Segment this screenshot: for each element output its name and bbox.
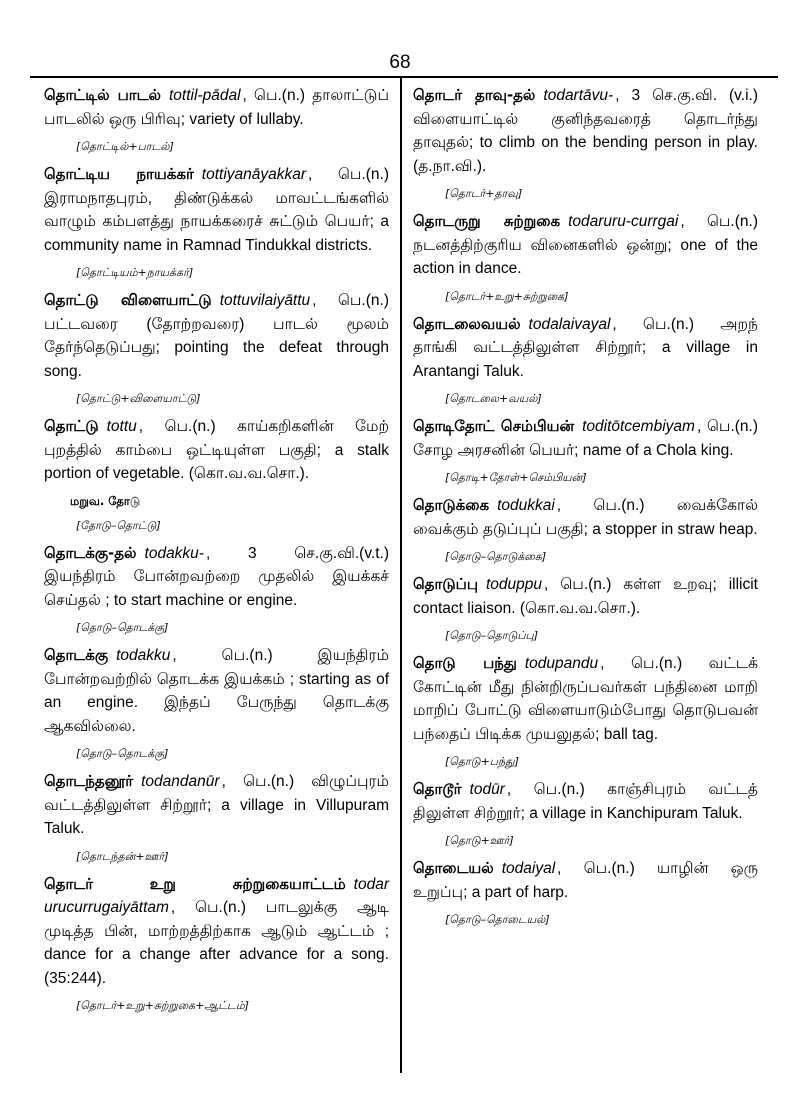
- transliteration: todartāvu-: [543, 87, 614, 104]
- etymology: [தொட்டியம்+நாயக்கர்]: [76, 266, 194, 279]
- entry-text: [413, 778, 758, 825]
- dictionary-entry: [44, 644, 389, 761]
- entry-text: [44, 289, 389, 383]
- dictionary-entry: [413, 652, 758, 769]
- column-divider: [400, 78, 402, 1073]
- dictionary-entry: [413, 210, 758, 304]
- left-column: [44, 84, 389, 1022]
- transliteration: todaruru-currgai: [568, 213, 679, 230]
- definition: , பெ.(n.) காஞ்சிபுரம் வட்டத் திலுள்ள சிற்றூர்; a village in Kanchipuram Taluk.: [413, 781, 758, 822]
- transliteration: todar urucurrugaiyāttam: [44, 875, 389, 916]
- dictionary-entry: [44, 289, 389, 406]
- definition: , பெ.(n.) வட்டக் கோட்டின் மீது நின்றிருப்பவர்கள் பந்தினை மாறி மாறிப் போட்டு விளையாடும்போது தொடுபவன் பந்தைப் பிடிக்க முயலுதல்; ball tag.: [413, 655, 759, 743]
- page-number: 68: [389, 52, 411, 73]
- headword: தொடலைவயல்: [413, 314, 521, 333]
- header-rule: [30, 76, 778, 78]
- definition: , பெ.(n.) வைக்கோல் வைக்கும் தடுப்புப் பகுதி; a stopper in straw heap.: [413, 497, 758, 538]
- transliteration: todakku: [116, 647, 171, 664]
- entry-text: [413, 573, 758, 620]
- headword: தொட்டு விளையாட்டு: [44, 291, 212, 309]
- transliteration: tottil-pādal: [169, 87, 241, 104]
- transliteration: todaiyal: [501, 860, 556, 877]
- definition: , 3 செ.கு.வி.(v.t.) இயந்திரம் போன்றவற்றை முதலில் இயக்கச் செய்தல் ; to start machine or engine.: [44, 544, 389, 609]
- definition: , பெ.(n.) பாடலுக்கு ஆடி முடித்த பின், மாற்றத்திற்காக ஆடும் ஆட்டம் ; dance for a change after advance for a song. (35:244).: [44, 899, 389, 987]
- dictionary-entry: [413, 313, 758, 407]
- etymology: [தொட்டில்+பாடல்]: [76, 140, 174, 153]
- headword: தொட்டு: [44, 417, 99, 435]
- dictionary-entry: [44, 163, 389, 280]
- headword: தொடந்தனூர்: [44, 772, 134, 790]
- transliteration: toditōtcembiyam: [582, 418, 695, 435]
- headword: தொடிதோட் செம்பியன்: [413, 417, 575, 435]
- definition: , பெ.(n.) கள்ள உறவு; illicit contact liaison. (கொ.வ.வ.சொ.).: [413, 576, 758, 617]
- etymology: [தொட்டு+விளையாட்டு]: [76, 392, 201, 405]
- etymology: [தொடு–தொடக்கு]: [76, 747, 169, 760]
- entry-text: [413, 652, 758, 746]
- etymology: [தொடு+பந்து]: [445, 755, 519, 768]
- etymology: [தொடந்தன்+ஊர்]: [76, 849, 169, 863]
- headword: தொடர் உறு சுற்றுகையாட்டம்: [44, 874, 346, 893]
- headword: தொடக்கு: [44, 646, 109, 664]
- definition: , 3 செ.கு.வி. (v.i.) விளையாட்டில் குனிந்தவரைத் தொடர்ந்து தாவுதல்; to climb on the bending person in play. (த.நா.வி.).: [413, 87, 758, 175]
- definition: , பெ.(n.) தாலாட்டுப் பாடலில் ஒரு பிரிவு; variety of lullaby.: [44, 87, 389, 128]
- dictionary-entry: [44, 415, 389, 533]
- headword: தொடக்கு-தல்: [44, 543, 137, 562]
- etymology: [தொடர்+உறு+சுற்றுகை]: [445, 289, 569, 303]
- etymology: [தொடர்+தாவு]: [445, 187, 523, 200]
- headword: தொடூர்: [413, 780, 462, 798]
- definition: , பெ.(n.) பட்டவரை (தோற்றவரை) பாடல் மூலம் தேர்ந்தெடுப்பது; pointing the defeat through song.: [44, 292, 389, 380]
- etymology: [தொடு–தொடக்கு]: [76, 621, 169, 634]
- transliteration: toduppu: [486, 576, 543, 593]
- headword: தொடுக்கை: [413, 496, 490, 514]
- transliteration: tottu: [106, 418, 137, 435]
- definition: , பெ.(n.) விழுப்புரம் வட்டத்திலுள்ள சிற்றூர்; a village in Villupuram Taluk.: [44, 773, 389, 837]
- etymology: [தோடு–தொட்டு]: [76, 518, 161, 532]
- entry-text: [44, 542, 389, 613]
- definition: , பெ.(n.) காய்கறிகளின் மேற் புறத்தில் காம்பை ஒட்டியுள்ள பகுதி; a stalk portion of vegetable. (கொ.வ.வ.சொ.).: [44, 418, 389, 482]
- dictionary-entry: [413, 857, 758, 927]
- entry-text: [44, 415, 389, 486]
- definition: , பெ.(n.) நடனத்திற்குரிய வினைகளில் ஒன்று; one of the action in dance.: [413, 213, 758, 277]
- dictionary-entry: [413, 573, 758, 643]
- right-column: [413, 84, 758, 936]
- variant-note: மறுவ. தோடு: [70, 493, 141, 508]
- transliteration: tottiyanāyakkar: [201, 166, 307, 183]
- entry-text: [413, 210, 758, 281]
- entry-text: [44, 163, 389, 257]
- headword: தொட்டிய நாயக்கர்: [44, 165, 194, 183]
- transliteration: todupandu: [524, 655, 599, 672]
- headword: தொடர் தாவு-தல்: [413, 86, 536, 104]
- transliteration: todūr: [469, 781, 505, 798]
- entry-text: [413, 415, 758, 462]
- headword: தொடுப்பு: [413, 575, 478, 593]
- definition: , பெ.(n.) யாழின் ஒரு உறுப்பு; a part of harp.: [413, 860, 758, 901]
- definition: , பெ.(n.) அறந் தாங்கி வட்டத்திலுள்ள சிற்றூர்; a village in Arantangi Taluk.: [413, 315, 758, 380]
- headword: தொட்டில் பாடல்: [44, 86, 161, 104]
- dictionary-entry: [44, 84, 389, 154]
- dictionary-entry: [44, 873, 389, 1014]
- etymology: [தொடி+தோள்+செம்பியன்]: [445, 471, 587, 484]
- etymology: [தொடு–தொடுப்பு]: [445, 629, 539, 642]
- headword: தொடு பந்து: [413, 654, 517, 672]
- entry-text: [44, 770, 389, 841]
- transliteration: todalaivayal: [528, 315, 611, 333]
- definition: , பெ.(n.) இராமநாதபுரம், திண்டுக்கல் மாவட்டங்களில் வாழும் கம்பளத்து நாயக்கரைச் சுட்டும் பெயர்; a community name in Ramnad Tindukkal districts.: [44, 166, 389, 254]
- etymology: [தொடு–தொடுக்கை]: [445, 550, 547, 563]
- dictionary-entry: [413, 415, 758, 485]
- etymology: [தொடலை+வயல்]: [445, 392, 542, 405]
- headword: தொடருறு சுற்றுகை: [413, 212, 561, 230]
- etymology: [தொடு–தொடையல்]: [445, 913, 550, 926]
- headword: தொடையல்: [413, 859, 494, 877]
- entry-text: [413, 857, 758, 904]
- transliteration: tottuvilaiyāttu: [219, 292, 311, 309]
- dictionary-entry: [413, 84, 758, 201]
- definition: , பெ.(n.) இயந்திரம் போன்றவற்றில் தொடக்க இயக்கம் ; starting as of an engine. இந்தப் பேருந்து தொடக்கு ஆகவில்லை.: [44, 647, 389, 735]
- dictionary-entry: [44, 770, 389, 864]
- entry-text: [413, 494, 758, 541]
- etymology: [தொடு+ஊர்]: [445, 834, 514, 847]
- etymology: [தொடர்+உறு+சுற்றுகை+ஆட்டம்]: [76, 999, 249, 1012]
- transliteration: todakku-: [144, 544, 204, 562]
- entry-text: [413, 84, 758, 178]
- entry-text: [413, 313, 758, 384]
- dictionary-entry: [413, 494, 758, 564]
- entry-text: [44, 644, 389, 738]
- entry-text: [44, 873, 389, 991]
- definition: , பெ.(n.) சோழ அரசனின் பெயர்; name of a Chola king.: [413, 418, 758, 459]
- transliteration: todukkai: [497, 497, 555, 514]
- dictionary-entry: [413, 778, 758, 848]
- dictionary-entry: [44, 542, 389, 636]
- entry-text: [44, 84, 389, 131]
- transliteration: todandanūr: [141, 773, 220, 790]
